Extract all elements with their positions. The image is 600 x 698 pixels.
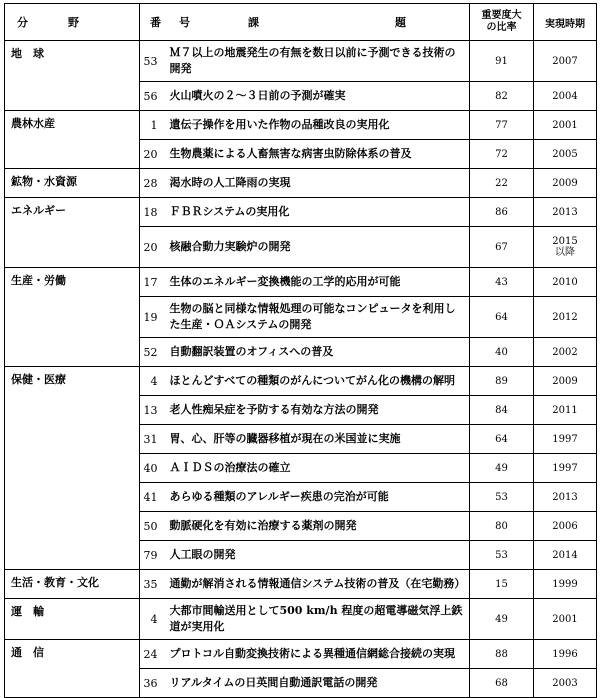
importance-rate: 68 xyxy=(470,669,534,698)
topic-number: 19 xyxy=(140,297,166,338)
topic-number: 35 xyxy=(140,570,166,599)
topic-number: 17 xyxy=(140,268,166,297)
importance-rate: 53 xyxy=(470,541,534,570)
topic-description: 老人性痴呆症を予防する有効な方法の開発 xyxy=(166,396,470,425)
table-row xyxy=(5,169,597,198)
realization-year xyxy=(534,297,597,338)
table-row xyxy=(5,41,597,82)
field-cell: 保健・医療 xyxy=(5,367,140,570)
importance-rate: 80 xyxy=(470,512,534,541)
topic-description: プロトコル自動変換技術による異種通信網総合接続の実現 xyxy=(166,640,470,669)
topic-description: ほとんどすべての種類のがんについてがん化の機構の解明 xyxy=(166,367,470,396)
realization-year xyxy=(534,483,597,512)
year-value: 1996 xyxy=(552,648,578,660)
topic-description: リアルタイムの日英間自動通訳電話の開発 xyxy=(166,669,470,698)
realization-year xyxy=(534,454,597,483)
topic-description: 遺伝子操作を用いた作物の品種改良の実用化 xyxy=(166,111,470,140)
year-value: 1999 xyxy=(552,578,578,590)
topic-number: 40 xyxy=(140,454,166,483)
table-row xyxy=(5,570,597,599)
year-value: 1997 xyxy=(552,433,578,445)
topic-number: 4 xyxy=(140,599,166,640)
year-value: 2006 xyxy=(552,520,578,532)
year-value: 2009 xyxy=(552,375,578,387)
year-qualifier: 以降 xyxy=(555,247,575,258)
topic-number: 56 xyxy=(140,82,166,111)
importance-rate: 82 xyxy=(470,82,534,111)
year-value: 2013 xyxy=(552,206,578,218)
realization-year xyxy=(534,541,597,570)
forecast-table-container xyxy=(4,3,597,698)
field-cell: 通 信 xyxy=(5,640,140,698)
topic-description: 動脈硬化を有効に治療する薬剤の開発 xyxy=(166,512,470,541)
topic-number: 79 xyxy=(140,541,166,570)
importance-rate: 67 xyxy=(470,227,534,268)
importance-rate: 53 xyxy=(470,483,534,512)
year-value: 2010 xyxy=(552,276,578,288)
importance-rate: 40 xyxy=(470,338,534,367)
topic-number: 18 xyxy=(140,198,166,227)
importance-rate: 49 xyxy=(470,454,534,483)
realization-year xyxy=(534,640,597,669)
year-value: 2012 xyxy=(552,311,578,323)
header-topic: 番 号 課 題 xyxy=(140,4,470,41)
importance-rate: 15 xyxy=(470,570,534,599)
topic-number: 20 xyxy=(140,140,166,169)
topic-number: 4 xyxy=(140,367,166,396)
topic-description: 火山噴火の２～３日前の予測が確実 xyxy=(166,82,470,111)
header-row xyxy=(5,4,597,41)
importance-rate: 64 xyxy=(470,297,534,338)
realization-year xyxy=(534,512,597,541)
realization-year xyxy=(534,169,597,198)
realization-year xyxy=(534,41,597,82)
year-value: 2003 xyxy=(552,677,578,689)
table-row xyxy=(5,268,597,297)
realization-year xyxy=(534,82,597,111)
topic-description: 人工眼の開発 xyxy=(166,541,470,570)
year-value: 2001 xyxy=(552,119,578,131)
topic-description: 通勤が解消される情報通信システム技術の普及（在宅勤務） xyxy=(166,570,470,599)
importance-rate: 86 xyxy=(470,198,534,227)
realization-year xyxy=(534,599,597,640)
table-row xyxy=(5,640,597,669)
importance-rate: 91 xyxy=(470,41,534,82)
realization-year xyxy=(534,111,597,140)
field-cell: 運 輸 xyxy=(5,599,140,640)
year-value: 2011 xyxy=(552,404,578,416)
header-field: 分 野 xyxy=(5,4,140,41)
topic-number: 28 xyxy=(140,169,166,198)
field-cell: 地 球 xyxy=(5,41,140,111)
importance-rate: 72 xyxy=(470,140,534,169)
year-value: 2015 xyxy=(552,236,578,247)
year-value: 2005 xyxy=(552,148,578,160)
year-value: 2002 xyxy=(552,346,578,358)
table-row xyxy=(5,198,597,227)
importance-rate: 77 xyxy=(470,111,534,140)
importance-rate: 88 xyxy=(470,640,534,669)
year-value: 2013 xyxy=(552,491,578,503)
topic-description: 核融合動力実験炉の開発 xyxy=(166,227,470,268)
realization-year xyxy=(534,198,597,227)
year-value: 2007 xyxy=(552,55,578,67)
topic-number: 53 xyxy=(140,41,166,82)
realization-year xyxy=(534,425,597,454)
header-realization-year: 実現時期 xyxy=(534,4,597,41)
realization-year xyxy=(534,669,597,698)
field-cell: エネルギー xyxy=(5,198,140,268)
table-row xyxy=(5,111,597,140)
year-value: 2014 xyxy=(552,549,578,561)
importance-rate: 43 xyxy=(470,268,534,297)
topic-number: 24 xyxy=(140,640,166,669)
realization-year xyxy=(534,227,597,268)
realization-year xyxy=(534,570,597,599)
importance-rate: 64 xyxy=(470,425,534,454)
header-importance-rate: 重要度大 の比率 xyxy=(470,4,534,41)
field-cell: 鉱物・水資源 xyxy=(5,169,140,198)
topic-description: あらゆる種類のアレルギー疾患の完治が可能 xyxy=(166,483,470,512)
table-body xyxy=(5,41,597,698)
topic-number: 1 xyxy=(140,111,166,140)
importance-rate: 89 xyxy=(470,367,534,396)
topic-number: 20 xyxy=(140,227,166,268)
field-cell: 農林水産 xyxy=(5,111,140,169)
realization-year xyxy=(534,367,597,396)
topic-description: 渇水時の人工降雨の実現 xyxy=(166,169,470,198)
topic-number: 36 xyxy=(140,669,166,698)
realization-year xyxy=(534,268,597,297)
year-value: 2001 xyxy=(552,613,578,625)
field-cell: 生産・労働 xyxy=(5,268,140,367)
topic-description: 生物農薬による人畜無害な病害虫防除体系の普及 xyxy=(166,140,470,169)
topic-description: 大都市間輸送用として500 km/h 程度の超電導磁気浮上鉄道が実用化 xyxy=(166,599,470,640)
topic-description: 生体のエネルギー変換機能の工学的応用が可能 xyxy=(166,268,470,297)
topic-number: 50 xyxy=(140,512,166,541)
topic-number: 52 xyxy=(140,338,166,367)
topic-description: ＡＩＤＳの治療法の確立 xyxy=(166,454,470,483)
topic-number: 41 xyxy=(140,483,166,512)
realization-year xyxy=(534,396,597,425)
topic-description: 自動翻訳装置のオフィスへの普及 xyxy=(166,338,470,367)
year-value: 2009 xyxy=(552,177,578,189)
topic-description: ＦＢＲシステムの実用化 xyxy=(166,198,470,227)
topic-description: Ｍ７以上の地震発生の有無を数日以前に予測できる技術の開発 xyxy=(166,41,470,82)
topic-number: 31 xyxy=(140,425,166,454)
topic-description: 生物の脳と同様な情報処理の可能なコンピュータを利用した生産・ＯＡシステムの開発 xyxy=(166,297,470,338)
importance-rate: 22 xyxy=(470,169,534,198)
topic-description: 胃、心、肝等の臓器移植が現在の米国並に実施 xyxy=(166,425,470,454)
forecast-table xyxy=(4,3,597,698)
topic-number: 13 xyxy=(140,396,166,425)
importance-rate: 84 xyxy=(470,396,534,425)
importance-rate: 49 xyxy=(470,599,534,640)
table-row xyxy=(5,367,597,396)
year-value: 2004 xyxy=(552,90,578,102)
table-row xyxy=(5,599,597,640)
year-value: 1997 xyxy=(552,462,578,474)
field-cell: 生活・教育・文化 xyxy=(5,570,140,599)
realization-year xyxy=(534,338,597,367)
realization-year xyxy=(534,140,597,169)
